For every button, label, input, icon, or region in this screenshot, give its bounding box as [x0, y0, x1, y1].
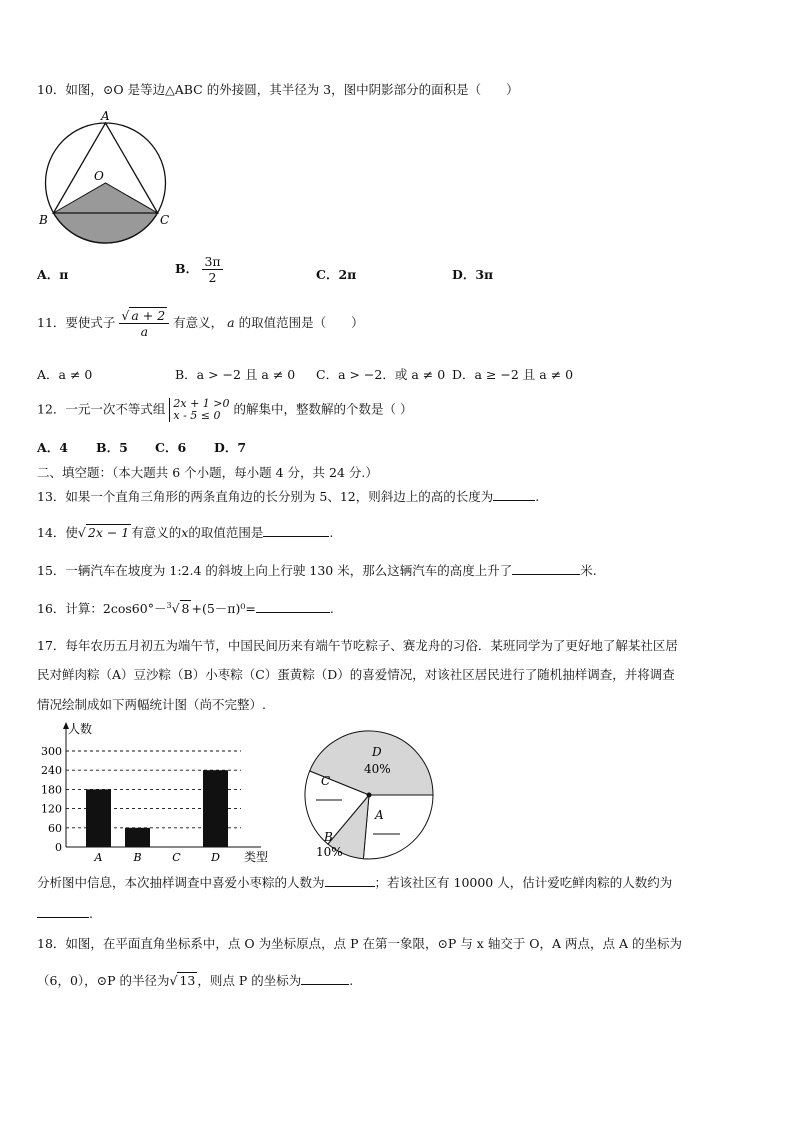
q10-option-c: C．2π — [316, 267, 357, 282]
bar-b — [125, 828, 150, 847]
label-c: C — [160, 213, 170, 227]
pie-label-c: C — [321, 774, 331, 788]
q17-question: 分析图中信息，本次抽样调查中喜爱小枣粽的人数为 ；若该社区有 10000 人，估计爱吃鲜肉粽的人数约为 — [37, 875, 673, 890]
q12-option-a: A．4 — [37, 440, 68, 455]
x-tick-label: B — [133, 851, 142, 864]
q17-answer-blank-1[interactable] — [325, 874, 375, 887]
q11-stem: 11．要使式子 $\frac{√ a + 2}{a}$ 有意义， a 的取值范围是（ ） — [37, 308, 364, 339]
x-axis-label: 类型 — [244, 850, 269, 864]
q11-option-b: B．a > −2 且 a ≠ 0 — [175, 367, 296, 382]
q17-line3: 情况绘制成如下两幅统计图（尚不完整）. — [37, 697, 266, 712]
q13-answer-blank[interactable] — [493, 488, 535, 501]
shaded-segment — [53, 213, 157, 243]
q12-stem: 12．一元一次不等式组 2x + 1 >0 x - 5 ≤ 0 的解集中，整数解的个数是（ ） — [37, 397, 413, 422]
pie-percent-b: 10% — [316, 845, 343, 859]
y-axis-label: 人数 — [68, 722, 93, 736]
q15-stem: 15．一辆汽车在坡度为 1:2.4 的斜坡上向上行驶 130 米，那么这辆汽车的高度上升了 米. — [37, 563, 597, 578]
q16-stem: 16．计算：2cos60°－$^3$√ 8 +(5－π)⁰= . — [37, 601, 334, 617]
q17-line1: 17．每年农历五月初五为端午节，中国民间历来有端午节吃粽子、赛龙舟的习俗．某班同学为了更好地了解某社区居 — [37, 638, 678, 653]
y-tick-label: 120 — [41, 802, 62, 816]
section-2-heading: 二、填空题：（本大题共 6 个小题，每小题 4 分，共 24 分.） — [37, 465, 378, 480]
pie-slice-a — [363, 795, 433, 859]
q10-stem: 10．如图，⊙O 是等边△ABC 的外接圆，其半径为 3，图中阴影部分的面积是（ ） — [37, 82, 519, 97]
pie-center-dot — [367, 793, 372, 798]
q18-line2: （6，0），⊙P 的半径为√ 13 ，则点 P 的坐标为 . — [37, 973, 354, 988]
q12-option-c: C．6 — [155, 440, 187, 455]
bar-chart — [36, 720, 276, 868]
y-tick-label: 240 — [41, 764, 62, 778]
q18-answer-blank[interactable] — [301, 972, 349, 985]
q10-option-b: B． $\frac{3\pi}{2}$ — [175, 254, 221, 285]
q10-option-a: A．π — [37, 267, 69, 282]
x-tick-label: A — [94, 851, 103, 864]
q16-answer-blank[interactable] — [256, 600, 330, 613]
q10-option-d: D．3π — [452, 267, 494, 282]
pie-percent-d: 40% — [364, 762, 391, 776]
pie-label-b: B — [324, 830, 333, 844]
bar-d — [203, 770, 228, 847]
q17-answer-blank-2[interactable] — [37, 905, 89, 918]
q18-line1: 18．如图，在平面直角坐标系中，点 O 为坐标原点，点 P 在第一象限，⊙P 与 x 轴交于 O，A 两点，点 A 的坐标为 — [37, 936, 683, 951]
y-tick-label: 300 — [41, 745, 62, 758]
q10-circle-figure — [36, 108, 176, 256]
q12-option-b: B．5 — [96, 440, 128, 455]
pie-label-d: D — [372, 745, 382, 759]
label-a: A — [101, 109, 110, 123]
x-tick-label: D — [211, 851, 220, 864]
q13-stem: 13．如果一个直角三角形的两条直角边的长分别为 5、12，则斜边上的高的长度为 . — [37, 489, 540, 504]
q14-stem: 14．使√ 2x − 1 有意义的x的取值范围是 . — [37, 525, 334, 540]
bar-a — [86, 789, 111, 847]
q14-answer-blank[interactable] — [263, 524, 329, 537]
q17-line5: . — [37, 905, 93, 923]
pie-label-a: A — [375, 808, 384, 822]
pie-chart — [300, 728, 440, 864]
q12-option-d: D．7 — [214, 440, 247, 455]
label-o: O — [94, 169, 104, 183]
q11-option-a: A．a ≠ 0 — [37, 367, 93, 382]
x-tick-label: C — [172, 851, 181, 864]
q15-answer-blank[interactable] — [512, 562, 580, 575]
y-tick-label: 60 — [48, 821, 62, 835]
y-tick-label: 0 — [55, 841, 62, 854]
label-b: B — [39, 213, 48, 227]
q17-line2: 民对鲜肉粽（A）豆沙粽（B）小枣粽（C）蛋黄粽（D）的喜爱情况，对该社区居民进行了随机抽样调查，并将调查 — [37, 667, 675, 682]
y-tick-label: 180 — [41, 783, 62, 797]
q11-option-c: C．a > −2．或 a ≠ 0 — [316, 367, 446, 382]
q11-option-d: D．a ≥ −2 且 a ≠ 0 — [452, 367, 574, 382]
shaded-triangle — [53, 183, 157, 213]
